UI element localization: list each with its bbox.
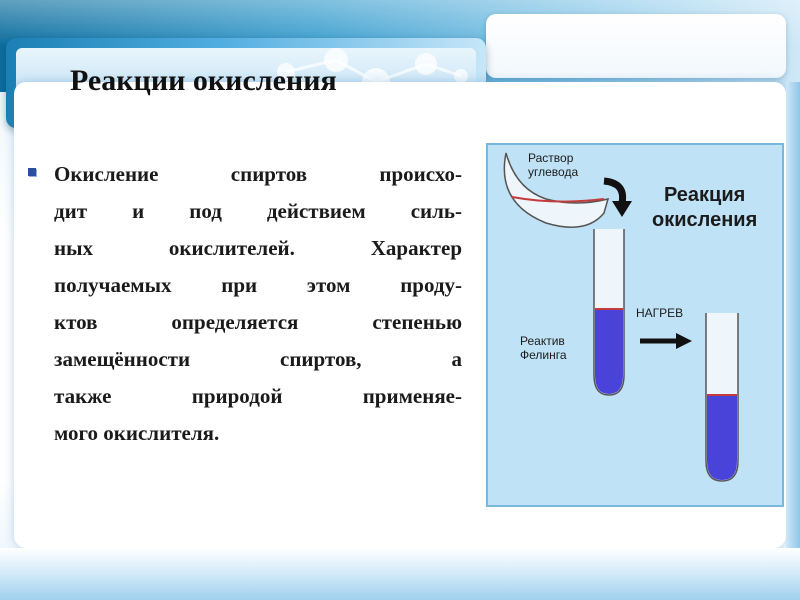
body-line: дит и под действием силь- [54, 199, 462, 223]
reaction-illustration [486, 143, 784, 507]
body-paragraph [54, 156, 462, 452]
body-line: также природой применяе- [54, 384, 462, 408]
body-line: замещённости спиртов, а [54, 347, 462, 371]
body-line: Окисление спиртов происхо- [54, 162, 462, 186]
slide-title: Реакции окисления [70, 64, 337, 97]
body-line: получаемых при этом проду- [54, 273, 462, 297]
body-line: мого окислителя. [54, 421, 220, 445]
side-decoration [786, 82, 800, 548]
test-tube-1 [594, 229, 624, 395]
fehling-reagent-liquid [595, 309, 623, 394]
oxidized-liquid [707, 395, 737, 480]
body-line: ктов определяется степенью [54, 310, 462, 334]
test-tube-2 [706, 313, 738, 481]
label-reagent: Реактив Фелинга [520, 334, 567, 362]
label-heat: НАГРЕВ [636, 306, 684, 320]
label-reaction: Реакция окисления [652, 184, 758, 231]
header-decoration [486, 14, 786, 78]
body-line: ных окислителей. Характер [54, 236, 462, 260]
label-solution: Раствор углевода [528, 151, 579, 179]
bullet-icon [28, 168, 36, 176]
footer-bar [0, 548, 800, 600]
